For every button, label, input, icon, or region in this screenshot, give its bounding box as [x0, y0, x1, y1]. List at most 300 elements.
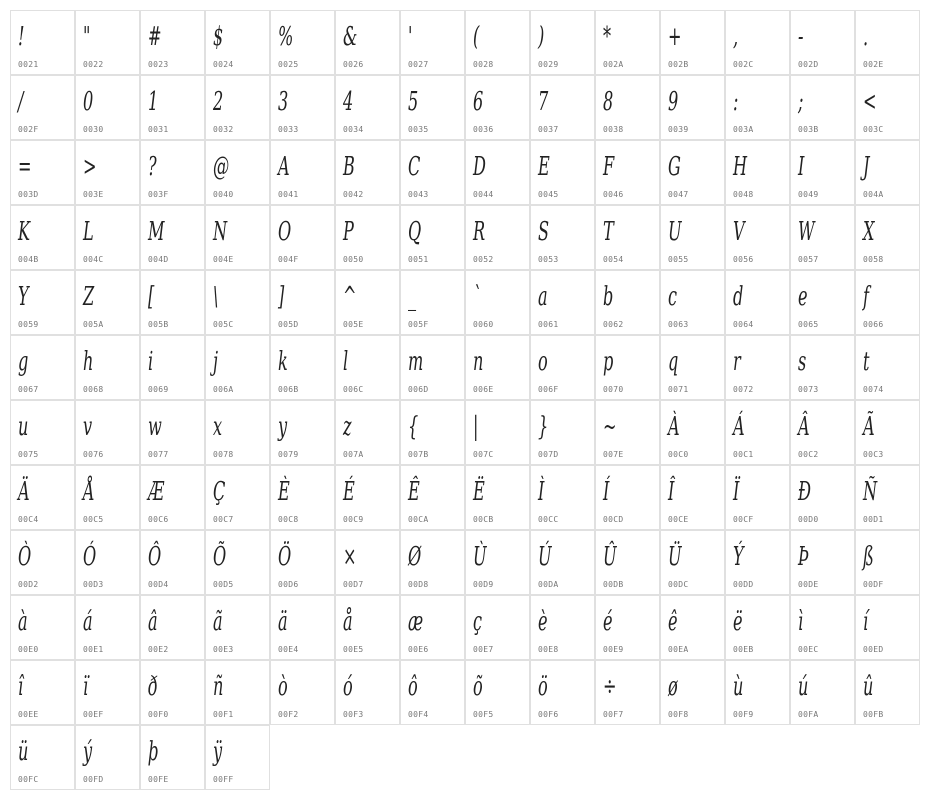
glyph-code: 0079 [278, 450, 299, 459]
glyph-char: h [83, 347, 94, 377]
glyph-code: 00F9 [733, 710, 754, 719]
glyph-char: Z [83, 282, 95, 312]
glyph-cell [75, 335, 140, 400]
glyph-code: 0025 [278, 60, 299, 69]
glyph-cell [335, 270, 400, 335]
glyph-code: 0022 [83, 60, 104, 69]
glyph-char: â [148, 607, 158, 637]
glyph-cell [660, 660, 725, 725]
glyph-code: 00F7 [603, 710, 624, 719]
glyph-code: 003C [863, 125, 884, 134]
glyph-code: 0033 [278, 125, 299, 134]
glyph-cell [140, 140, 205, 205]
glyph-cell [205, 270, 270, 335]
glyph-code: 00D9 [473, 580, 494, 589]
glyph-char: B [343, 152, 355, 182]
glyph-code: 006A [213, 385, 234, 394]
glyph-cell [465, 270, 530, 335]
glyph-char: ò [278, 672, 288, 702]
glyph-code: 0041 [278, 190, 299, 199]
glyph-cell [75, 75, 140, 140]
glyph-cell [140, 660, 205, 725]
glyph-cell [595, 335, 660, 400]
glyph-cell [10, 595, 75, 660]
glyph-cell [595, 660, 660, 725]
glyph-cell [270, 205, 335, 270]
glyph-code: 00FD [83, 775, 104, 784]
glyph-code: 004F [278, 255, 299, 264]
glyph-cell [205, 595, 270, 660]
glyph-cell [530, 140, 595, 205]
glyph-code: 0076 [83, 450, 104, 459]
glyph-cell [400, 10, 465, 75]
glyph-char: ð [148, 672, 158, 702]
glyph-cell [725, 75, 790, 140]
glyph-code: 0068 [83, 385, 104, 394]
glyph-char: | [473, 412, 479, 442]
glyph-cell [790, 400, 855, 465]
glyph-char: è [538, 607, 548, 637]
glyph-code: 005E [343, 320, 364, 329]
glyph-code: 00F5 [473, 710, 494, 719]
glyph-code: 00CB [473, 515, 494, 524]
glyph-char: Ò [18, 542, 32, 572]
glyph-char: ó [343, 672, 353, 702]
glyph-code: 00E6 [408, 645, 429, 654]
glyph-code: 00FB [863, 710, 884, 719]
glyph-cell [75, 140, 140, 205]
glyph-cell [660, 465, 725, 530]
glyph-char: 6 [473, 87, 484, 117]
glyph-char: i [148, 347, 154, 377]
glyph-code: 0070 [603, 385, 624, 394]
glyph-cell [790, 335, 855, 400]
glyph-code: 0050 [343, 255, 364, 264]
glyph-char: J [863, 152, 870, 182]
glyph-char: K [18, 217, 31, 247]
glyph-char: ø [668, 672, 678, 702]
glyph-code: 003F [148, 190, 169, 199]
glyph-char: É [343, 477, 355, 507]
glyph-cell [205, 335, 270, 400]
glyph-char: î [18, 672, 24, 702]
glyph-code: 00E0 [18, 645, 39, 654]
glyph-code: 0071 [668, 385, 689, 394]
glyph-char: $ [213, 22, 224, 52]
glyph-char: 3 [278, 87, 289, 117]
glyph-char: % [278, 22, 294, 52]
glyph-cell [10, 270, 75, 335]
glyph-cell [725, 465, 790, 530]
glyph-code: 0039 [668, 125, 689, 134]
glyph-char: w [148, 412, 162, 442]
glyph-code: 003E [83, 190, 104, 199]
glyph-cell [140, 205, 205, 270]
glyph-code: 00D7 [343, 580, 364, 589]
glyph-char: * [603, 22, 612, 52]
glyph-code: 0074 [863, 385, 884, 394]
glyph-char: b [603, 282, 614, 312]
glyph-char: S [538, 217, 550, 247]
glyph-char: ß [863, 542, 874, 572]
glyph-char: m [408, 347, 424, 377]
glyph-char: , [733, 22, 739, 52]
glyph-cell [660, 140, 725, 205]
glyph-cell [335, 140, 400, 205]
glyph-char: p [603, 347, 614, 377]
glyph-code: 00CC [538, 515, 559, 524]
glyph-char: A [278, 152, 290, 182]
glyph-char: 4 [343, 87, 354, 117]
glyph-char: C [408, 152, 421, 182]
glyph-code: 0038 [603, 125, 624, 134]
glyph-code: 0034 [343, 125, 364, 134]
glyph-cell [270, 660, 335, 725]
glyph-char: ù [733, 672, 744, 702]
glyph-code: 00CD [603, 515, 624, 524]
glyph-cell [725, 595, 790, 660]
glyph-char: " [83, 22, 91, 52]
glyph-char: a [538, 282, 548, 312]
glyph-code: 00C7 [213, 515, 234, 524]
glyph-code: 007E [603, 450, 624, 459]
glyph-code: 00DC [668, 580, 689, 589]
glyph-char: Í [603, 477, 610, 507]
glyph-cell [855, 465, 920, 530]
glyph-code: 006C [343, 385, 364, 394]
glyph-char: n [473, 347, 484, 377]
glyph-code: 00EC [798, 645, 819, 654]
glyph-code: 00DD [733, 580, 754, 589]
glyph-cell [465, 465, 530, 530]
glyph-char: þ [148, 737, 159, 767]
glyph-code: 005B [148, 320, 169, 329]
glyph-cell [855, 205, 920, 270]
glyph-cell [10, 75, 75, 140]
glyph-code: 0053 [538, 255, 559, 264]
glyph-code: 00D4 [148, 580, 169, 589]
glyph-char: é [603, 607, 613, 637]
glyph-char: Ü [668, 542, 682, 572]
glyph-cell [75, 530, 140, 595]
glyph-code: 00E7 [473, 645, 494, 654]
glyph-code: 007C [473, 450, 494, 459]
glyph-char: ^ [343, 282, 357, 312]
glyph-cell [790, 140, 855, 205]
glyph-code: 0029 [538, 60, 559, 69]
glyph-code: 005A [83, 320, 104, 329]
glyph-char: × [343, 542, 357, 572]
glyph-cell [205, 530, 270, 595]
glyph-cell [660, 205, 725, 270]
glyph-code: 006D [408, 385, 429, 394]
glyph-char: v [83, 412, 93, 442]
glyph-cell [270, 530, 335, 595]
glyph-code: 0023 [148, 60, 169, 69]
glyph-char: _ [408, 282, 417, 312]
glyph-char: \ [213, 282, 219, 312]
glyph-cell [140, 595, 205, 660]
glyph-code: 00E5 [343, 645, 364, 654]
glyph-cell [140, 465, 205, 530]
glyph-code: 00FE [148, 775, 169, 784]
glyph-cell [140, 270, 205, 335]
glyph-char: ü [18, 737, 29, 767]
glyph-char: Æ [148, 477, 165, 507]
glyph-char: q [668, 347, 679, 377]
glyph-cell [725, 140, 790, 205]
glyph-code: 0037 [538, 125, 559, 134]
glyph-code: 002E [863, 60, 884, 69]
glyph-char: y [278, 412, 288, 442]
glyph-cell [335, 660, 400, 725]
glyph-code: 003B [798, 125, 819, 134]
glyph-cell [400, 270, 465, 335]
glyph-char: & [343, 22, 358, 52]
glyph-cell [855, 400, 920, 465]
glyph-code: 00CE [668, 515, 689, 524]
glyph-code: 00C4 [18, 515, 39, 524]
glyph-char: 2 [213, 87, 224, 117]
glyph-char: ! [18, 22, 25, 52]
glyph-code: 0048 [733, 190, 754, 199]
glyph-code: 0021 [18, 60, 39, 69]
glyph-code: 00F4 [408, 710, 429, 719]
glyph-code: 0067 [18, 385, 39, 394]
glyph-char: k [278, 347, 288, 377]
glyph-char: Á [733, 412, 745, 442]
glyph-char: Ã [863, 412, 875, 442]
glyph-char: ' [408, 22, 413, 52]
glyph-code: 0026 [343, 60, 364, 69]
glyph-cell [75, 10, 140, 75]
glyph-cell [530, 335, 595, 400]
glyph-code: 0045 [538, 190, 559, 199]
glyph-code: 0051 [408, 255, 429, 264]
glyph-char: Y [18, 282, 29, 312]
glyph-cell [595, 595, 660, 660]
glyph-char: ê [668, 607, 678, 637]
glyph-code: 00D0 [798, 515, 819, 524]
glyph-code: 00C9 [343, 515, 364, 524]
glyph-cell [75, 465, 140, 530]
glyph-cell [660, 75, 725, 140]
glyph-char: Ñ [863, 477, 878, 507]
glyph-code: 00DE [798, 580, 819, 589]
glyph-cell [855, 335, 920, 400]
glyph-cell [790, 270, 855, 335]
glyph-cell [790, 205, 855, 270]
glyph-code: 00FC [18, 775, 39, 784]
glyph-cell [530, 205, 595, 270]
glyph-char: D [473, 152, 486, 182]
glyph-char: ) [538, 22, 545, 52]
glyph-char: + [668, 22, 682, 52]
glyph-char: á [83, 607, 93, 637]
glyph-char: ~ [603, 412, 617, 442]
glyph-char: 7 [538, 87, 549, 117]
glyph-char: ã [213, 607, 223, 637]
glyph-code: 00F6 [538, 710, 559, 719]
glyph-char: ñ [213, 672, 224, 702]
glyph-code: 0072 [733, 385, 754, 394]
glyph-char: : [733, 87, 739, 117]
glyph-char: ; [798, 87, 804, 117]
glyph-code: 00FA [798, 710, 819, 719]
glyph-char: ç [473, 607, 483, 637]
glyph-code: 00F3 [343, 710, 364, 719]
glyph-cell [140, 10, 205, 75]
glyph-code: 0047 [668, 190, 689, 199]
glyph-char: E [538, 152, 550, 182]
glyph-cell [335, 335, 400, 400]
glyph-cell [530, 270, 595, 335]
glyph-code: 00F8 [668, 710, 689, 719]
glyph-code: 00C2 [798, 450, 819, 459]
glyph-char: ý [83, 737, 93, 767]
glyph-cell [790, 530, 855, 595]
glyph-code: 00D6 [278, 580, 299, 589]
glyph-cell [400, 75, 465, 140]
glyph-code: 002D [798, 60, 819, 69]
glyph-cell [10, 465, 75, 530]
glyph-char: Ø [408, 542, 422, 572]
glyph-cell [140, 335, 205, 400]
glyph-cell [465, 75, 530, 140]
glyph-cell [790, 10, 855, 75]
glyph-char: r [733, 347, 741, 377]
glyph-char: V [733, 217, 745, 247]
glyph-char: Å [83, 477, 95, 507]
glyph-cell [465, 335, 530, 400]
glyph-char: Ï [733, 477, 740, 507]
glyph-char: z [343, 412, 352, 442]
glyph-cell [75, 725, 140, 790]
glyph-char: s [798, 347, 807, 377]
glyph-code: 00C3 [863, 450, 884, 459]
glyph-cell [725, 660, 790, 725]
glyph-cell [595, 530, 660, 595]
glyph-code: 0042 [343, 190, 364, 199]
glyph-cell [725, 270, 790, 335]
glyph-char: Ý [733, 542, 744, 572]
glyph-cell [725, 10, 790, 75]
glyph-code: 00C6 [148, 515, 169, 524]
glyph-cell [270, 10, 335, 75]
glyph-cell [270, 75, 335, 140]
glyph-char: Ô [148, 542, 162, 572]
glyph-code: 0061 [538, 320, 559, 329]
glyph-code: 0056 [733, 255, 754, 264]
glyph-cell [790, 75, 855, 140]
glyph-cell [335, 595, 400, 660]
glyph-char: d [733, 282, 744, 312]
glyph-cell [75, 660, 140, 725]
glyph-cell [465, 595, 530, 660]
glyph-cell [855, 530, 920, 595]
glyph-code: 00C8 [278, 515, 299, 524]
glyph-cell [465, 660, 530, 725]
glyph-char: ì [798, 607, 804, 637]
glyph-char: j [213, 347, 218, 377]
glyph-cell [400, 660, 465, 725]
glyph-char: û [863, 672, 874, 702]
glyph-char: l [343, 347, 349, 377]
glyph-char: X [863, 217, 875, 247]
glyph-cell [855, 595, 920, 660]
glyph-code: 0032 [213, 125, 234, 134]
glyph-code: 00E4 [278, 645, 299, 654]
glyph-code: 00DA [538, 580, 559, 589]
glyph-cell [400, 205, 465, 270]
glyph-cell [75, 205, 140, 270]
glyph-code: 0043 [408, 190, 429, 199]
glyph-char: Ê [408, 477, 420, 507]
glyph-cell [530, 400, 595, 465]
glyph-cell [75, 270, 140, 335]
glyph-char: O [278, 217, 292, 247]
glyph-char: L [83, 217, 94, 247]
glyph-char: Ð [798, 477, 812, 507]
glyph-cell [465, 140, 530, 205]
glyph-cell [595, 465, 660, 530]
glyph-code: 00D2 [18, 580, 39, 589]
glyph-code: 00D1 [863, 515, 884, 524]
glyph-code: 00EB [733, 645, 754, 654]
glyph-code: 0058 [863, 255, 884, 264]
glyph-code: 006F [538, 385, 559, 394]
glyph-code: 00D8 [408, 580, 429, 589]
glyph-cell [465, 10, 530, 75]
glyph-code: 002C [733, 60, 754, 69]
glyph-cell [595, 400, 660, 465]
glyph-cell [140, 75, 205, 140]
glyph-char: Ì [538, 477, 545, 507]
glyph-code: 00E1 [83, 645, 104, 654]
glyph-char: Î [668, 477, 675, 507]
glyph-char: I [798, 152, 805, 182]
glyph-cell [530, 595, 595, 660]
glyph-code: 004B [18, 255, 39, 264]
glyph-code: 00EE [18, 710, 39, 719]
glyph-char: Ç [213, 477, 226, 507]
glyph-char: > [83, 152, 97, 182]
glyph-cell [335, 75, 400, 140]
glyph-char: À [668, 412, 680, 442]
glyph-code: 0062 [603, 320, 624, 329]
glyph-char: W [798, 217, 815, 247]
glyph-char: Q [408, 217, 422, 247]
glyph-code: 0065 [798, 320, 819, 329]
glyph-char: M [148, 217, 165, 247]
glyph-code: 0066 [863, 320, 884, 329]
glyph-code: 0030 [83, 125, 104, 134]
glyph-cell [75, 595, 140, 660]
glyph-code: 00DB [603, 580, 624, 589]
glyph-cell [335, 530, 400, 595]
glyph-cell [10, 205, 75, 270]
glyph-cell [400, 400, 465, 465]
glyph-code: 00E3 [213, 645, 234, 654]
glyph-char: Ö [278, 542, 292, 572]
glyph-cell [595, 140, 660, 205]
glyph-cell [855, 10, 920, 75]
glyph-code: 0024 [213, 60, 234, 69]
glyph-char: } [538, 412, 549, 442]
glyph-char: È [278, 477, 290, 507]
glyph-char: ( [473, 22, 480, 52]
glyph-cell [725, 400, 790, 465]
